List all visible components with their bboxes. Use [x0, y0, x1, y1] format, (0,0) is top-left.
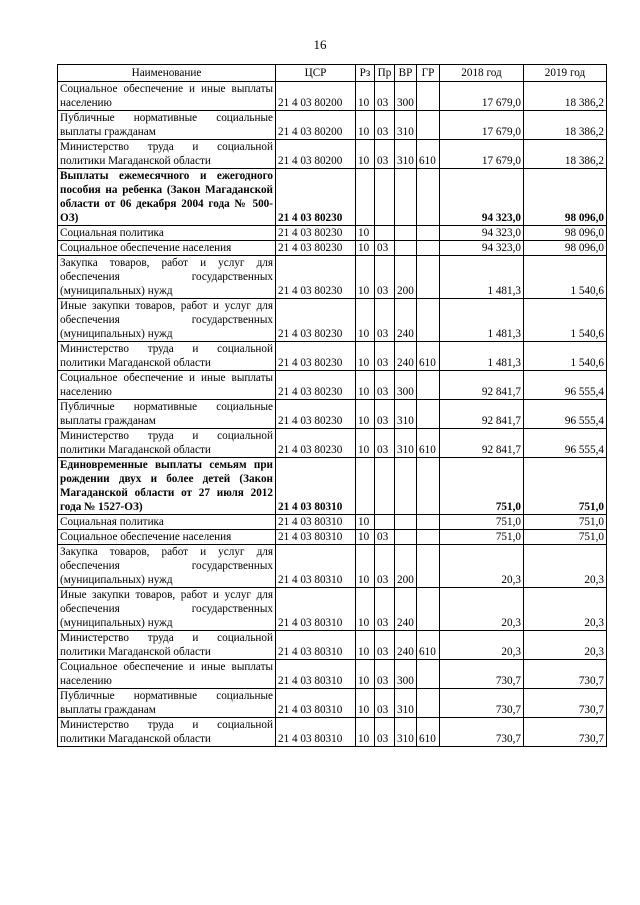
row-2019: 96 555,4: [524, 400, 607, 429]
row-rz: [356, 169, 375, 226]
row-gr: [417, 588, 440, 631]
row-vr: 310: [395, 140, 417, 169]
header-csr: ЦСР: [276, 65, 356, 82]
row-2018: 1 481,3: [440, 342, 524, 371]
row-pr: 03: [375, 400, 395, 429]
row-csr: 21 4 03 80310: [276, 458, 356, 515]
row-2019: 18 386,2: [524, 111, 607, 140]
row-csr: 21 4 03 80230: [276, 226, 356, 241]
row-vr: 310: [395, 400, 417, 429]
header-name: Наименование: [58, 65, 276, 82]
row-name: Министерство труда и социальной политики Магаданской области: [58, 631, 276, 660]
row-vr: 310: [395, 111, 417, 140]
row-gr: [417, 371, 440, 400]
row-pr: 03: [375, 256, 395, 299]
row-pr: 03: [375, 140, 395, 169]
row-name: Социальная политика: [58, 226, 276, 241]
row-2019: 751,0: [524, 515, 607, 530]
row-vr: 300: [395, 82, 417, 111]
table-row: [58, 429, 607, 458]
row-name: Социальное обеспечение и иные выплаты населению: [58, 660, 276, 689]
row-pr: 03: [375, 631, 395, 660]
row-rz: 10: [356, 660, 375, 689]
row-gr: [417, 256, 440, 299]
row-gr: [417, 82, 440, 111]
row-rz: 10: [356, 631, 375, 660]
row-csr: 21 4 03 80310: [276, 689, 356, 718]
row-csr: 21 4 03 80310: [276, 660, 356, 689]
row-2019: 20,3: [524, 545, 607, 588]
row-csr: 21 4 03 80230: [276, 429, 356, 458]
row-vr: [395, 226, 417, 241]
row-csr: 21 4 03 80200: [276, 111, 356, 140]
row-gr: 610: [417, 429, 440, 458]
row-csr: 21 4 03 80230: [276, 400, 356, 429]
row-vr: [395, 458, 417, 515]
row-2018: 730,7: [440, 718, 524, 747]
row-2019: 730,7: [524, 660, 607, 689]
row-pr: 03: [375, 82, 395, 111]
row-2018: 92 841,7: [440, 371, 524, 400]
row-name: Публичные нормативные социальные выплаты гражданам: [58, 111, 276, 140]
row-2018: 730,7: [440, 689, 524, 718]
row-gr: [417, 169, 440, 226]
row-name: Иные закупки товаров, работ и услуг для обеспечения государственных (муниципальных) нужд: [58, 299, 276, 342]
row-name: Иные закупки товаров, работ и услуг для обеспечения государственных (муниципальных) нужд: [58, 588, 276, 631]
row-name: Министерство труда и социальной политики Магаданской области: [58, 429, 276, 458]
row-csr: 21 4 03 80230: [276, 169, 356, 226]
table-row: [58, 371, 607, 400]
row-2018: 20,3: [440, 588, 524, 631]
row-rz: 10: [356, 515, 375, 530]
row-2018: 17 679,0: [440, 82, 524, 111]
row-pr: 03: [375, 342, 395, 371]
row-name: Публичные нормативные социальные выплаты гражданам: [58, 400, 276, 429]
row-2018: 1 481,3: [440, 299, 524, 342]
row-pr: 03: [375, 530, 395, 545]
row-gr: [417, 226, 440, 241]
row-rz: 10: [356, 241, 375, 256]
row-pr: 03: [375, 588, 395, 631]
row-rz: 10: [356, 530, 375, 545]
table-header-row: [58, 65, 607, 82]
row-2019: 1 540,6: [524, 256, 607, 299]
row-pr: [375, 515, 395, 530]
row-vr: 300: [395, 660, 417, 689]
table-row: [58, 545, 607, 588]
row-vr: 200: [395, 256, 417, 299]
row-gr: [417, 515, 440, 530]
row-gr: 610: [417, 342, 440, 371]
row-pr: [375, 169, 395, 226]
row-2019: 730,7: [524, 718, 607, 747]
row-2018: 751,0: [440, 458, 524, 515]
row-rz: 10: [356, 342, 375, 371]
table-row: [58, 400, 607, 429]
table-row: [58, 689, 607, 718]
row-rz: 10: [356, 226, 375, 241]
row-csr: 21 4 03 80230: [276, 371, 356, 400]
row-2019: 20,3: [524, 631, 607, 660]
row-pr: 03: [375, 689, 395, 718]
row-pr: 03: [375, 429, 395, 458]
row-rz: 10: [356, 400, 375, 429]
row-csr: 21 4 03 80230: [276, 299, 356, 342]
row-2018: 92 841,7: [440, 429, 524, 458]
row-2019: 751,0: [524, 458, 607, 515]
row-csr: 21 4 03 80310: [276, 718, 356, 747]
row-csr: 21 4 03 80230: [276, 342, 356, 371]
table-row: [58, 111, 607, 140]
row-2018: 94 323,0: [440, 241, 524, 256]
row-rz: 10: [356, 256, 375, 299]
row-name: Министерство труда и социальной политики Магаданской области: [58, 718, 276, 747]
row-2019: 18 386,2: [524, 82, 607, 111]
row-pr: [375, 458, 395, 515]
row-gr: 610: [417, 631, 440, 660]
row-pr: 03: [375, 718, 395, 747]
row-2018: 17 679,0: [440, 140, 524, 169]
row-gr: [417, 458, 440, 515]
row-2018: 20,3: [440, 545, 524, 588]
table-row: [58, 82, 607, 111]
row-csr: 21 4 03 80310: [276, 545, 356, 588]
row-gr: [417, 545, 440, 588]
row-2018: 94 323,0: [440, 169, 524, 226]
header-2018: 2018 год: [440, 65, 524, 82]
row-gr: 610: [417, 718, 440, 747]
budget-table: [57, 64, 607, 747]
header-rz: Рз: [356, 65, 375, 82]
row-pr: 03: [375, 111, 395, 140]
row-vr: 300: [395, 371, 417, 400]
table-row: [58, 342, 607, 371]
row-name: Министерство труда и социальной политики Магаданской области: [58, 342, 276, 371]
table-row: [58, 530, 607, 545]
row-gr: [417, 660, 440, 689]
row-csr: 21 4 03 80310: [276, 588, 356, 631]
table-row: [58, 140, 607, 169]
row-rz: 10: [356, 299, 375, 342]
row-gr: [417, 299, 440, 342]
row-vr: 200: [395, 545, 417, 588]
row-2019: 96 555,4: [524, 429, 607, 458]
row-2019: 730,7: [524, 689, 607, 718]
row-2019: 96 555,4: [524, 371, 607, 400]
row-rz: 10: [356, 718, 375, 747]
row-rz: 10: [356, 140, 375, 169]
table-body: [58, 82, 607, 747]
table-row: [58, 718, 607, 747]
row-vr: [395, 241, 417, 256]
row-gr: [417, 241, 440, 256]
page-number: 16: [313, 37, 327, 52]
row-csr: 21 4 03 80310: [276, 530, 356, 545]
row-2018: 17 679,0: [440, 111, 524, 140]
row-pr: 03: [375, 299, 395, 342]
row-2018: 92 841,7: [440, 400, 524, 429]
table-row: [58, 660, 607, 689]
row-csr: 21 4 03 80200: [276, 140, 356, 169]
row-csr: 21 4 03 80200: [276, 82, 356, 111]
row-name: Закупка товаров, работ и услуг для обеспечения государственных (муниципальных) нужд: [58, 545, 276, 588]
row-2019: 98 096,0: [524, 241, 607, 256]
header-vr: ВР: [395, 65, 417, 82]
row-vr: 310: [395, 689, 417, 718]
row-2019: 1 540,6: [524, 299, 607, 342]
row-name: Закупка товаров, работ и услуг для обеспечения государственных (муниципальных) нужд: [58, 256, 276, 299]
row-gr: [417, 689, 440, 718]
row-name: Социальное обеспечение населения: [58, 241, 276, 256]
row-vr: 240: [395, 631, 417, 660]
row-2019: 18 386,2: [524, 140, 607, 169]
row-rz: 10: [356, 82, 375, 111]
table-row: [58, 256, 607, 299]
row-name: Социальная политика: [58, 515, 276, 530]
row-pr: 03: [375, 371, 395, 400]
header-gr: ГР: [417, 65, 440, 82]
table-row: [58, 299, 607, 342]
row-rz: 10: [356, 545, 375, 588]
row-gr: [417, 111, 440, 140]
row-name: Единовременные выплаты семьям при рождении двух и более детей (Закон Магаданской области от 27 июля 2012 года № 1527-ОЗ): [58, 458, 276, 515]
table-row: [58, 588, 607, 631]
row-name: Публичные нормативные социальные выплаты гражданам: [58, 689, 276, 718]
row-rz: [356, 458, 375, 515]
row-2019: 1 540,6: [524, 342, 607, 371]
table-row: [58, 226, 607, 241]
row-name: Социальное обеспечение и иные выплаты населению: [58, 82, 276, 111]
table-row: [58, 458, 607, 515]
row-rz: 10: [356, 111, 375, 140]
row-rz: 10: [356, 588, 375, 631]
row-gr: 610: [417, 140, 440, 169]
row-vr: [395, 530, 417, 545]
row-rz: 10: [356, 371, 375, 400]
row-name: Социальное обеспечение населения: [58, 530, 276, 545]
table-row: [58, 515, 607, 530]
row-2019: 20,3: [524, 588, 607, 631]
row-2018: 751,0: [440, 515, 524, 530]
row-vr: 310: [395, 718, 417, 747]
header-2019: 2019 год: [524, 65, 607, 82]
row-2018: 94 323,0: [440, 226, 524, 241]
row-csr: 21 4 03 80230: [276, 256, 356, 299]
row-2018: 751,0: [440, 530, 524, 545]
row-2018: 1 481,3: [440, 256, 524, 299]
row-name: Социальное обеспечение и иные выплаты населению: [58, 371, 276, 400]
row-gr: [417, 530, 440, 545]
row-rz: 10: [356, 689, 375, 718]
row-pr: [375, 226, 395, 241]
row-csr: 21 4 03 80310: [276, 515, 356, 530]
row-vr: 240: [395, 342, 417, 371]
row-vr: 240: [395, 299, 417, 342]
row-pr: 03: [375, 241, 395, 256]
row-pr: 03: [375, 545, 395, 588]
row-name: Министерство труда и социальной политики Магаданской области: [58, 140, 276, 169]
row-vr: [395, 515, 417, 530]
row-gr: [417, 400, 440, 429]
row-2019: 98 096,0: [524, 226, 607, 241]
table-row: [58, 631, 607, 660]
row-pr: 03: [375, 660, 395, 689]
row-rz: 10: [356, 429, 375, 458]
row-vr: [395, 169, 417, 226]
row-2018: 20,3: [440, 631, 524, 660]
table-row: [58, 241, 607, 256]
row-2019: 751,0: [524, 530, 607, 545]
table-row: [58, 169, 607, 226]
row-2018: 730,7: [440, 660, 524, 689]
row-2019: 98 096,0: [524, 169, 607, 226]
row-csr: 21 4 03 80230: [276, 241, 356, 256]
header-pr: Пр: [375, 65, 395, 82]
row-csr: 21 4 03 80310: [276, 631, 356, 660]
row-name: Выплаты ежемесячного и ежегодного пособия на ребенка (Закон Магаданской области от 06 декабря 2004 года № 500-ОЗ): [58, 169, 276, 226]
row-vr: 310: [395, 429, 417, 458]
row-vr: 240: [395, 588, 417, 631]
